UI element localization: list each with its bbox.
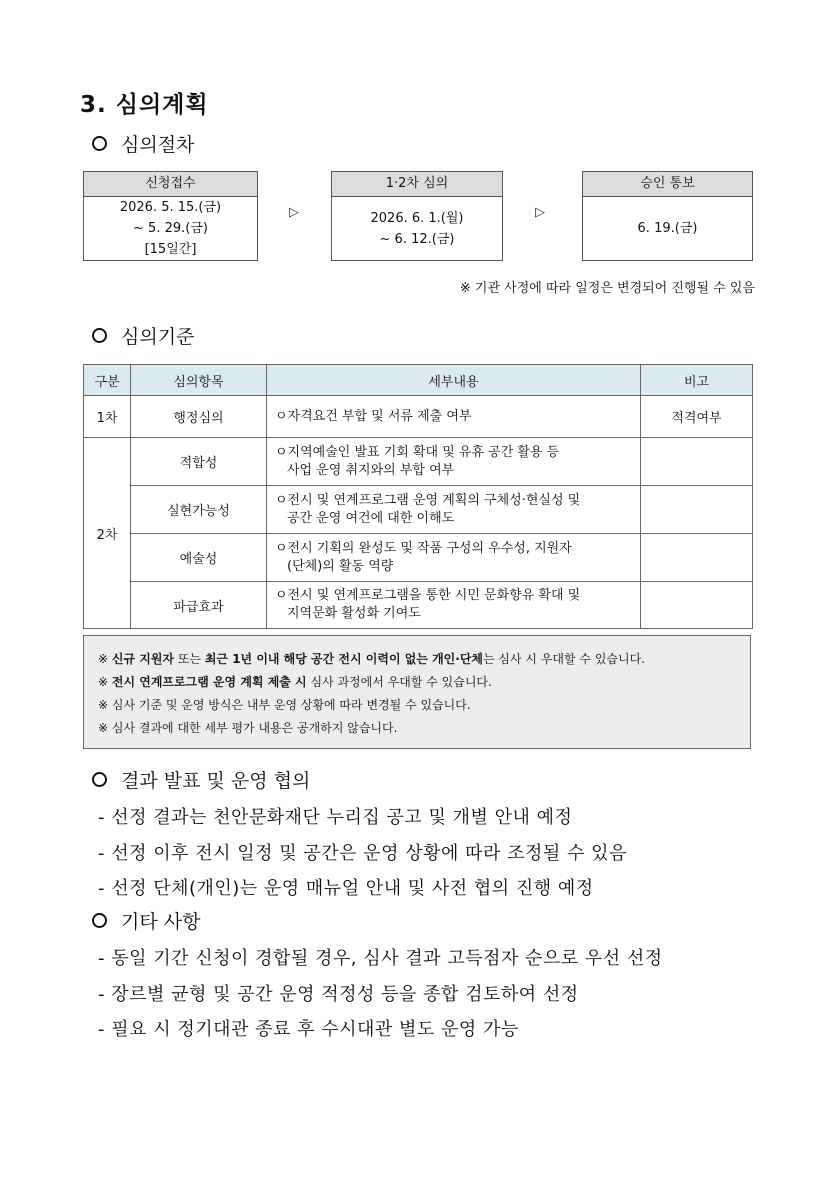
criteria-remark xyxy=(641,582,753,629)
procedure-heading xyxy=(92,130,194,157)
criteria-detail xyxy=(267,582,641,629)
notice-line xyxy=(98,648,750,671)
criteria-detail-line: ㅇ전시 및 연계프로그램 운영 계획의 구체성·현실성 및 xyxy=(275,492,581,508)
procedure-step-review xyxy=(331,171,503,261)
notice-text: 또는 xyxy=(174,652,205,666)
table-row xyxy=(84,534,753,582)
table-header-row xyxy=(84,365,753,396)
procedure-step-title: 1·2차 심의 xyxy=(332,172,502,197)
criteria-item: 예술성 xyxy=(131,534,267,582)
notice-bold-text: 전시 연계프로그램 운영 계획 제출 시 xyxy=(111,675,307,689)
table-row xyxy=(84,582,753,629)
procedure-step-line: 2026. 6. 1.(월) xyxy=(370,210,464,226)
procedure-step-line: [15일간] xyxy=(144,242,197,257)
round-label: 1차 xyxy=(84,396,131,438)
results-heading xyxy=(92,766,310,793)
procedure-step-line: 6. 19.(금) xyxy=(637,221,698,236)
criteria-item: 파급효과 xyxy=(131,582,267,629)
procedure-step-line: ~ 5. 29.(금) xyxy=(133,221,208,236)
notice-text: 는 심사 시 우대할 수 있습니다. xyxy=(483,652,646,666)
criteria-item: 행정심의 xyxy=(131,396,267,438)
notice-box xyxy=(83,635,751,749)
table-header-cell: 심의항목 xyxy=(131,365,267,396)
results-heading-label: 결과 발표 및 운영 협의 xyxy=(121,770,311,792)
procedure-note: ※ 기관 사정에 따라 일정은 변경되어 진행될 수 있음 xyxy=(459,281,755,296)
list-item: - 선정 이후 전시 일정 및 공간은 운영 상황에 따라 조정될 수 있음 xyxy=(98,843,627,864)
table-row xyxy=(84,486,753,534)
criteria-detail xyxy=(267,486,641,534)
table-row xyxy=(84,438,753,486)
procedure-step-line: ~ 6. 12.(금) xyxy=(379,231,455,247)
circle-bullet-icon xyxy=(92,328,107,343)
criteria-heading xyxy=(92,322,194,349)
criteria-detail-line: (단체)의 활동 역량 xyxy=(287,558,394,574)
criteria-detail-line: 사업 운영 취지와의 부합 여부 xyxy=(287,462,455,478)
criteria-remark xyxy=(641,486,753,534)
other-heading xyxy=(92,907,200,934)
notice-text: 심사 과정에서 우대할 수 있습니다. xyxy=(306,675,492,689)
criteria-detail-line: 지역문화 활성화 기여도 xyxy=(287,606,421,621)
criteria-remark: 적격여부 xyxy=(641,396,753,438)
other-heading-label: 기타 사항 xyxy=(121,911,201,933)
criteria-detail-line: ㅇ전시 및 연계프로그램을 통한 시민 문화향유 확대 및 xyxy=(275,588,581,603)
list-item: - 선정 단체(개인)는 운영 매뉴얼 안내 및 사전 협의 진행 예정 xyxy=(98,878,594,899)
circle-bullet-icon xyxy=(92,913,107,928)
procedure-step-approval xyxy=(582,171,753,261)
criteria-detail-line: ㅇ전시 기획의 완성도 및 작품 구성의 우수성, 지원자 xyxy=(275,540,572,556)
criteria-detail xyxy=(267,534,641,582)
list-item: - 필요 시 정기대관 종료 후 수시대관 별도 운영 가능 xyxy=(98,1019,519,1040)
procedure-heading-label: 심의절차 xyxy=(121,134,195,156)
criteria-detail: ㅇ자격요건 부합 및 서류 제출 여부 xyxy=(267,396,641,438)
procedure-step-title: 승인 통보 xyxy=(583,172,752,197)
notice-line: ※ 심사 기준 및 운영 방식은 내부 운영 상황에 따라 변경될 수 있습니다. xyxy=(98,698,471,712)
notice-bold-text: 신규 지원자 xyxy=(111,652,175,666)
round-label: 2차 xyxy=(84,438,131,629)
list-item: - 장르별 균형 및 공간 운영 적정성 등을 종합 검토하여 선정 xyxy=(98,984,579,1005)
criteria-detail-line: ㅇ지역예술인 발표 기회 확대 및 유휴 공간 활용 등 xyxy=(275,444,560,460)
procedure-step-apply xyxy=(83,171,258,261)
arrow-right-icon: ▷ xyxy=(289,205,299,220)
table-header-cell: 세부내용 xyxy=(267,365,641,396)
notice-line: ※ 심사 결과에 대한 세부 평가 내용은 공개하지 않습니다. xyxy=(98,721,398,735)
criteria-detail xyxy=(267,438,641,486)
arrow-right-icon: ▷ xyxy=(535,205,545,220)
list-item: - 동일 기간 신청이 경합될 경우, 심사 결과 고득점자 순으로 우선 선정 xyxy=(98,948,663,969)
table-row xyxy=(84,396,753,438)
procedure-step-line: 2026. 5. 15.(금) xyxy=(119,200,222,215)
notice-mark: ※ xyxy=(98,652,112,666)
criteria-detail-line: 공간 운영 여건에 대한 이해도 xyxy=(287,510,455,526)
criteria-heading-label: 심의기준 xyxy=(121,326,195,348)
notice-mark: ※ xyxy=(98,675,112,689)
criteria-remark xyxy=(641,438,753,486)
criteria-table xyxy=(83,364,753,629)
section-title: 3. 심의계획 xyxy=(80,92,209,118)
circle-bullet-icon xyxy=(92,772,107,787)
circle-bullet-icon xyxy=(92,136,107,151)
procedure-step-title: 신청접수 xyxy=(84,172,257,197)
list-item: - 선정 결과는 천안문화재단 누리집 공고 및 개별 안내 예정 xyxy=(98,807,573,828)
criteria-item: 적합성 xyxy=(131,438,267,486)
table-header-cell: 비고 xyxy=(641,365,753,396)
notice-bold-text: 최근 1년 이내 해당 공간 전시 이력이 없는 개인·단체 xyxy=(204,652,484,666)
table-header-cell: 구분 xyxy=(84,365,131,396)
notice-line xyxy=(98,671,750,694)
criteria-remark xyxy=(641,534,753,582)
criteria-item: 실현가능성 xyxy=(131,486,267,534)
